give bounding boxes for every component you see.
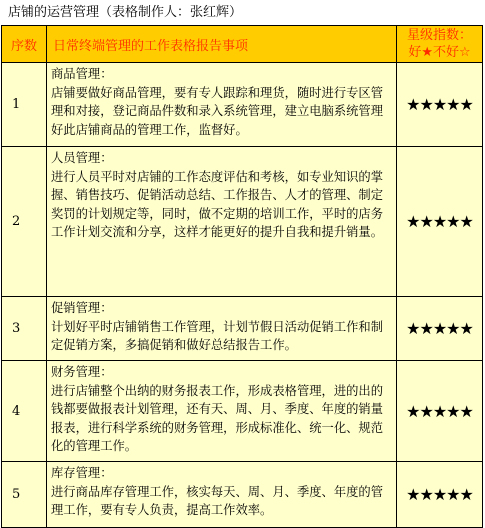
row-num: 4: [2, 361, 47, 462]
row-text: 计划好平时店铺销售工作管理，计划节假日活动促销工作和制定促销方案，多搞促销和做好总结报告工作。: [51, 319, 384, 352]
table-row: [2, 462, 483, 528]
row-content: [47, 63, 397, 147]
row-stars: ★★★★★: [397, 63, 483, 147]
row-stars: ★★★★★: [397, 297, 483, 361]
row-title: 促销管理：: [51, 301, 113, 315]
row-stars: ★★★★★: [397, 147, 483, 297]
report-table: [1, 25, 483, 528]
row-title: 人员管理：: [51, 151, 113, 165]
table-row: [2, 147, 483, 297]
row-text: 进行店铺整个出纳的财务报表工作，形成表格管理，进的出的钱都要做报表计划管理，还有天、周、月、季度、年度的销量报表，进行科学系统的财务管理，形成标准化、统一化、规范化的管理工作。: [51, 383, 384, 453]
header-item: 日常终端管理的工作表格报告事项: [47, 26, 397, 63]
header-row: [2, 26, 483, 63]
row-content: [47, 297, 397, 361]
row-num: 5: [2, 462, 47, 528]
table-row: [2, 297, 483, 361]
table-row: [2, 361, 483, 462]
row-num: 1: [2, 63, 47, 147]
row-num: 2: [2, 147, 47, 297]
page-title: 店铺的运营管理（表格制作人：张红辉）: [8, 5, 243, 20]
row-text: 进行人员平时对店铺的工作态度评估和考核，如专业知识的掌握、销售技巧、促销活动总结、工作报告、人才的管理、制定奖罚的计划规定等，同时，做不定期的培训工作，平时的店务工作计划交流和分享，这样才能更好的提升自我和提升销量。: [51, 169, 384, 239]
row-title: 库存管理：: [51, 466, 113, 480]
header-rating: [397, 26, 483, 63]
table-row: [2, 63, 483, 147]
row-content: [47, 361, 397, 462]
row-title: 财务管理：: [51, 365, 113, 379]
header-rating-line1: 星级指数：: [406, 28, 472, 43]
row-text: 进行商品库存管理工作，核实每天、周、月、季度、年度的管理工作，要有专人负责，提高工作效率。: [51, 484, 384, 517]
row-content: [47, 147, 397, 297]
row-content: [47, 462, 397, 528]
row-text: 店铺要做好商品管理，要有专人跟踪和理货，随时进行专区管理和对接，登记商品件数和录入系统管理，建立电脑系统管理好此店铺商品的管理工作，监督好。: [51, 85, 384, 137]
row-title: 商品管理：: [51, 67, 113, 81]
row-stars: ★★★★★: [397, 361, 483, 462]
header-num: 序数: [2, 26, 47, 63]
row-num: 3: [2, 297, 47, 361]
header-rating-line2: 好★不好☆: [408, 45, 471, 60]
row-stars: ★★★★★: [397, 462, 483, 528]
